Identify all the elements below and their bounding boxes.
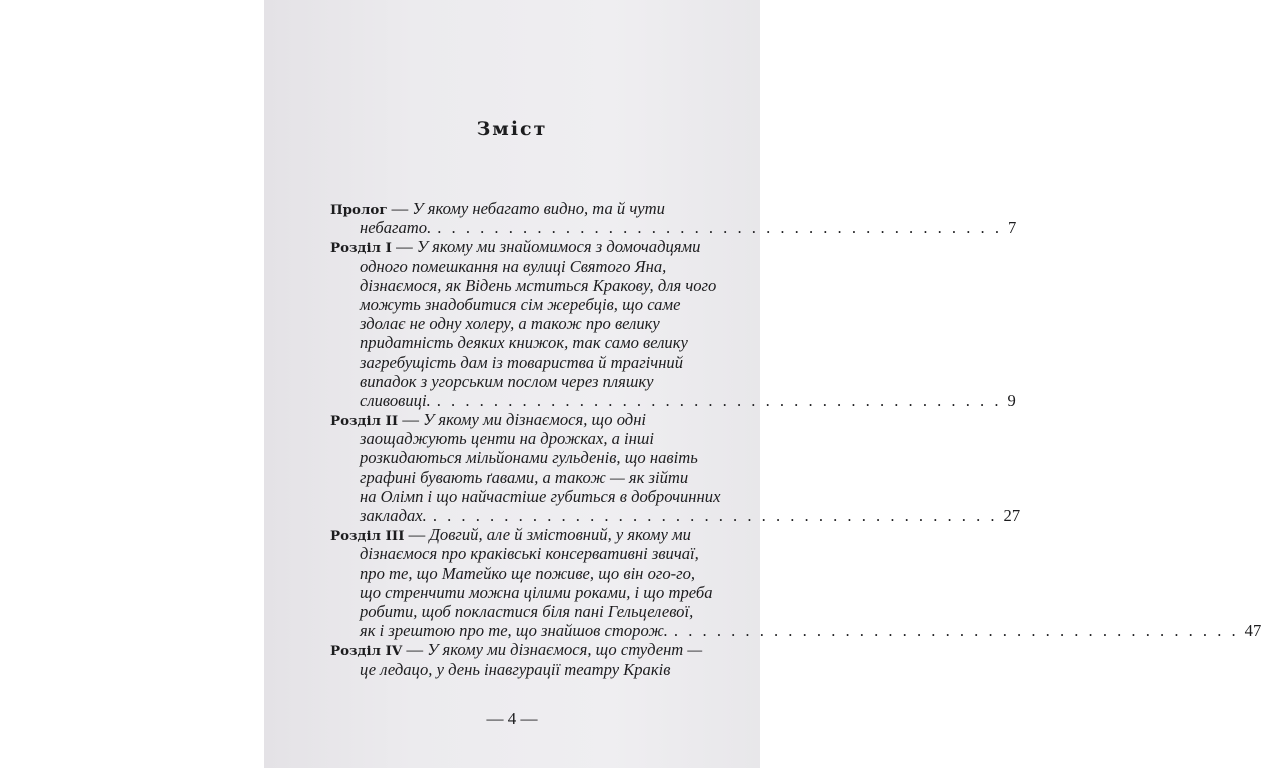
toc-entry-line xyxy=(330,582,713,602)
toc-entry-description: загребущість дам із товариства й трагічний xyxy=(360,352,684,372)
toc-entry-line xyxy=(330,660,704,679)
toc-entry xyxy=(330,525,1261,641)
page-title: Зміст xyxy=(476,118,548,140)
toc-entry-first-line xyxy=(330,525,704,544)
toc-entry-line xyxy=(330,372,704,391)
toc-entry-label: Розділ II xyxy=(330,413,399,430)
toc-entry-description: закладах. xyxy=(360,506,427,525)
toc-leader-dots: . . . . . . . . . . . . . . . . . . . . . . . . . . . . . . . . . . . . . . . . xyxy=(437,218,1002,238)
toc-entry-description: здолає не одну холеру, а також про велику xyxy=(360,314,660,334)
toc-entry-line xyxy=(330,486,721,506)
toc-entry-dash: — xyxy=(391,237,417,257)
toc-entry xyxy=(330,410,1021,525)
toc-entry-description: можуть знадобитися сім жеребців, що саме xyxy=(360,294,681,314)
toc-entry-page-number: 47 xyxy=(1244,621,1261,641)
toc-entry-description: дізнаємося про краківські консервативні звичаї, xyxy=(360,544,699,564)
toc-leader-dots: . . . . . . . . . . . . . . . . . . . . . . . . . . . . . . . . . . . . . . . . xyxy=(436,390,1002,410)
table-of-contents xyxy=(330,199,1261,679)
toc-entry-description: Довгий, але й змістовний, у якому ми xyxy=(429,525,691,545)
toc-entry-dash: — xyxy=(402,640,428,660)
toc-entry-description: У якому ми дізнаємося, що студент — xyxy=(427,640,703,660)
toc-entry-description: графині бувають ґавами, а також — як зійти xyxy=(360,467,689,487)
toc-entry-description: розкидаються мільйонами гульденів, що навіть xyxy=(360,448,698,468)
toc-entry-description: У якому ми дізнаємося, що одні xyxy=(423,410,647,430)
toc-entry-line xyxy=(330,448,704,467)
toc-entry-description: це ледацо, у день інавгурації театру Краків xyxy=(360,659,671,679)
toc-entry-line xyxy=(330,353,704,372)
toc-entry-line xyxy=(330,333,704,352)
toc-entry-description: як і зрештою про те, що знайшов сторож. xyxy=(360,621,668,641)
toc-entry-page-number: 7 xyxy=(1007,218,1017,238)
toc-entry-description: що стренчити можна цілими роками, і що треба xyxy=(360,582,713,602)
toc-entry xyxy=(330,237,1016,410)
toc-entry-description: на Олімп і що найчастіше губиться в доброчинних xyxy=(360,486,721,506)
toc-leader-dots: . . . . . . . . . . . . . . . . . . . . . . . . . . . . . . . . . . . . . . . . xyxy=(673,621,1239,641)
toc-entry-line xyxy=(330,468,704,487)
toc-entry-description: робити, щоб покластися біля пані Гельцелевої, xyxy=(360,601,694,621)
toc-entry-last-line xyxy=(330,218,1017,238)
toc-entry-line xyxy=(330,544,704,563)
toc-entry-description: про те, що Матейко ще поживе, що він ого-го, xyxy=(360,563,696,583)
toc-entry-dash: — xyxy=(404,525,430,545)
toc-entry-line xyxy=(330,602,704,621)
toc-entry-last-line xyxy=(330,506,1021,525)
toc-entry-dash: — xyxy=(398,410,424,430)
toc-entry-last-line xyxy=(330,621,1261,641)
toc-entry-last-line xyxy=(330,390,1016,410)
book-page xyxy=(264,0,1261,768)
toc-entry-description: одного помешкання на вулиці Святого Яна, xyxy=(360,256,667,276)
toc-entry-description: небагато. xyxy=(360,218,432,238)
toc-entry-line xyxy=(330,275,717,295)
toc-entry xyxy=(330,199,1017,238)
toc-entry-label: Розділ III xyxy=(330,528,405,545)
toc-entry-line xyxy=(330,257,704,276)
toc-entry-description: У якому небагато видно, та й чути xyxy=(412,199,665,218)
toc-entry-line xyxy=(330,564,704,583)
toc-entry-first-line xyxy=(330,640,704,659)
toc-entry-first-line xyxy=(330,410,704,429)
toc-entry-label: Розділ IV xyxy=(330,643,403,660)
toc-entry-label: Пролог xyxy=(330,202,388,218)
toc-entry-first-line xyxy=(330,199,704,218)
toc-entry-label: Розділ I xyxy=(330,240,392,257)
toc-entry-description: дізнаємося, як Відень мститься Кракову, для чого xyxy=(360,275,717,295)
toc-entry-description: придатність деяких книжок, так само велику xyxy=(360,333,688,353)
toc-entry-description: У якому ми знайомимося з домочадцями xyxy=(416,237,701,257)
toc-entry-line xyxy=(330,295,704,314)
toc-entry-description: сливовиці. xyxy=(360,390,431,410)
toc-entry-line xyxy=(330,314,704,333)
toc-entry-dash: — xyxy=(387,199,413,218)
toc-entry-page-number: 27 xyxy=(1003,506,1021,525)
page-number: — 4 — xyxy=(486,709,538,728)
toc-entry-page-number: 9 xyxy=(1007,390,1016,410)
toc-entry-description: заощаджують центи на дрожках, а інші xyxy=(360,429,655,449)
toc-entry-first-line xyxy=(330,237,704,256)
toc-leader-dots: . . . . . . . . . . . . . . . . . . . . . . . . . . . . . . . . . . . . . . . . xyxy=(432,506,998,525)
toc-entry-description: випадок з угорським послом через пляшку xyxy=(360,371,654,391)
toc-entry xyxy=(330,640,704,678)
toc-entry-line xyxy=(330,429,704,448)
